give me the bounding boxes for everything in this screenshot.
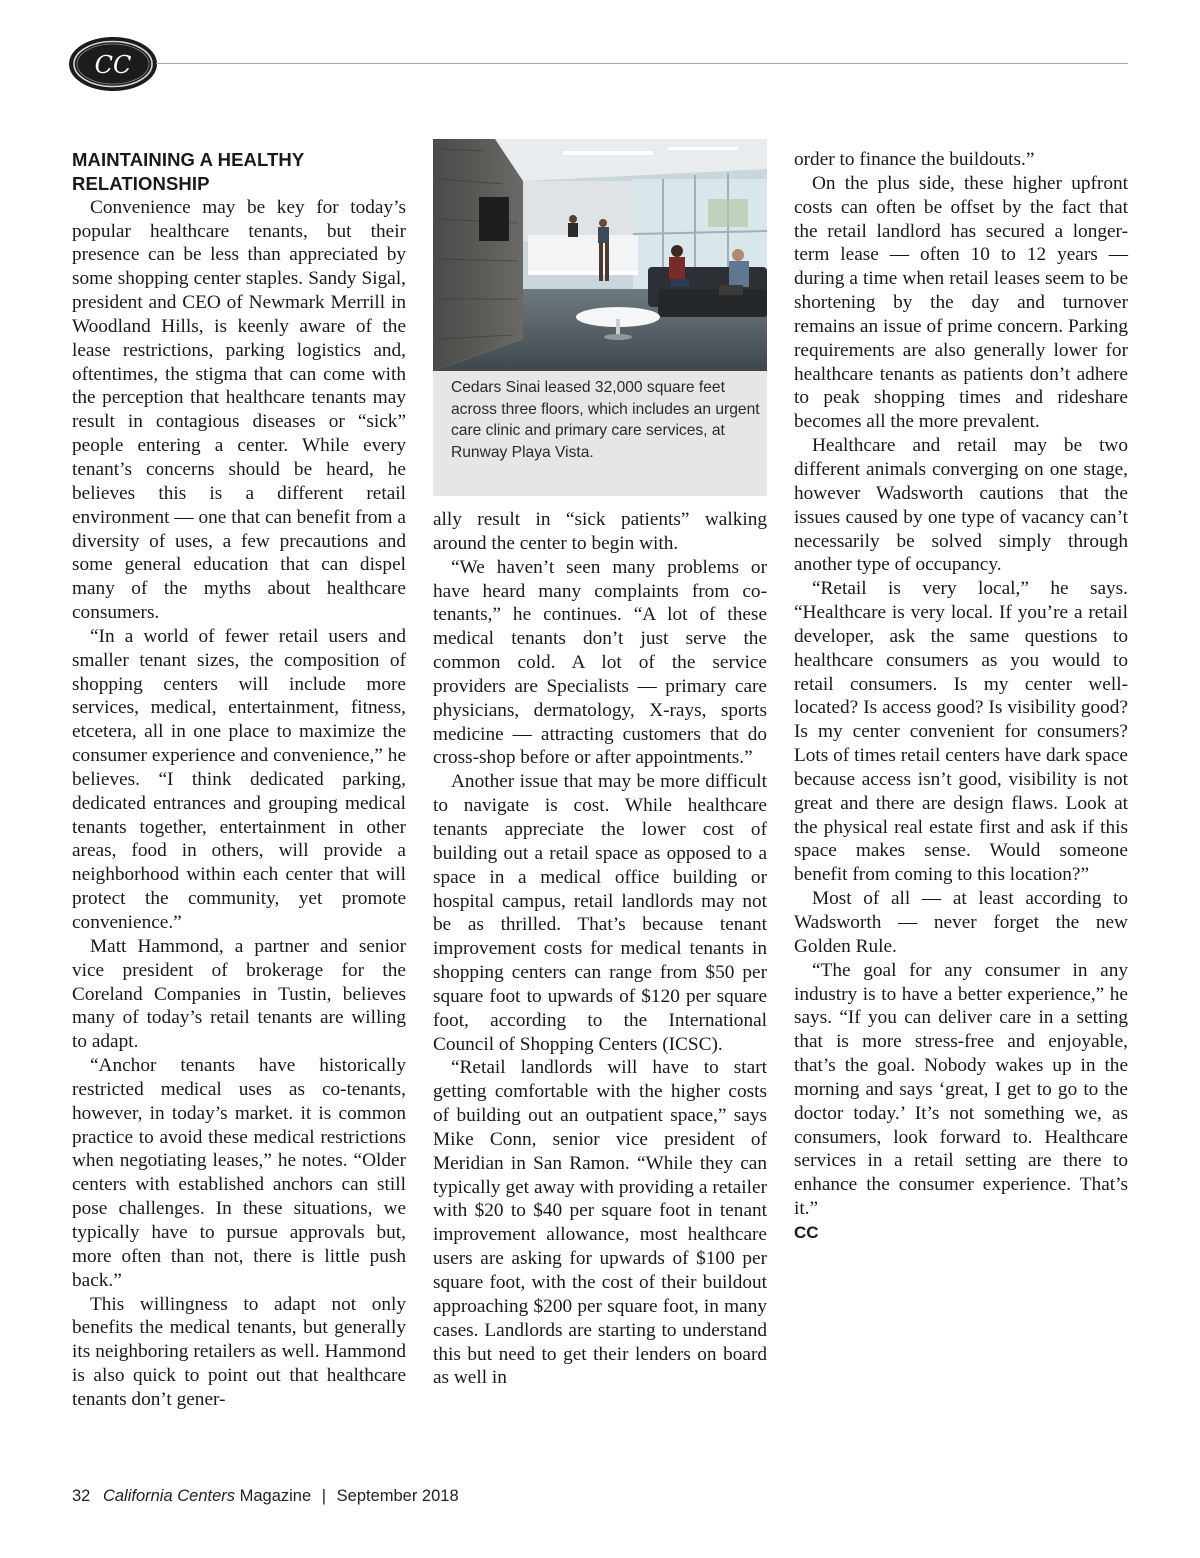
photo-figure: [433, 139, 767, 496]
article-column-1: [72, 148, 406, 1412]
paragraph: ally result in “sick patients” walking around the center to begin with.: [433, 509, 767, 554]
paragraph: order to finance the buildouts.”: [794, 149, 1035, 170]
publication-name: California Centers: [102, 1487, 236, 1505]
paragraph: On the plus side, these higher upfront costs can often be offset by the fact that the retail landlord has secured a longer-term lease — often 10 to 12 years — during a time when retail leases seem to be shortening by the day and turnover remains an issue of prime concern. Parking requirements are also generally lower for healthcare tenants as patients don’t adhere to peak shopping times and rideshare becomes all the more prevalent.: [794, 172, 1128, 433]
paragraph: Healthcare and retail may be two different animals converging on one stage, however Wadsworth cautions that the issues caused by one type of vacancy can’t necessarily be solved simply through another type of occupancy.: [794, 435, 1128, 576]
photo-caption: Cedars Sinai leased 32,000 square feet across three floors, which includes an urgent care clinic and primary care services, at Runway Playa Vista.: [451, 379, 760, 461]
cc-logo-icon: [68, 36, 158, 92]
page-number: 32: [72, 1487, 91, 1505]
paragraph: “Retail is very local,” he says. “Healthcare is very local. If you’re a retail developer, ask the same questions to healthcare consumers as you would to retail consumers. Is my center well-located? Is access good? Is visibility good? Is my center convenient for consumers? Lots of times retail centers have dark space because access isn’t good, visibility is not great and there are design flaws. Look at the physical real estate first and ask if this space makes sense. Would someone benefit from coming to this location?”: [794, 578, 1128, 886]
header-rule: [156, 63, 1128, 64]
article-column-2: [433, 508, 767, 1390]
issue-date: September 2018: [336, 1487, 459, 1505]
paragraph: Most of all — at least according to Wadsworth — never forget the new Golden Rule.: [794, 888, 1128, 957]
paragraph: “In a world of fewer retail users and smaller tenant sizes, the composition of shopping centers will include more services, medical, entertainment, fitness, etcetera, all in one place to maximize the consumer experience and convenience,” he believes. “I think dedicated parking, dedicated entrances and grouping medical tenants together, entertainment in other areas, food in others, will provide a neighborhood within each center that will protect the community, yet promote convenience.”: [72, 625, 406, 933]
page-footer: [72, 1487, 459, 1506]
paragraph: This willingness to adapt not only benefits the medical tenants, but generally its neighboring retailers as well. Hammond is also quick to point out that healthcare tenants don’t gener-: [72, 1293, 406, 1410]
article-column-3: [794, 148, 1128, 1245]
end-mark: CC: [794, 1222, 819, 1242]
paragraph: Matt Hammond, a partner and senior vice president of brokerage for the Coreland Companies in Tustin, believes many of today’s retail tenants are willing to adapt.: [72, 935, 406, 1053]
logo-text: CC: [94, 51, 132, 79]
paragraph: Convenience may be key for today’s popular healthcare tenants, but their presence can be less than appreciated by some shopping center staples. Sandy Sigal, president and CEO of Newmark Merrill in Woodland Hills, is keenly aware of the lease restrictions, parking logistics and, oftentimes, the stigma that can come with the perception that healthcare tenants may result in contagious diseases or “sick” people entering a center. While every tenant’s concerns should be heard, he believes this is a different retail environment — one that can benefit from a diversity of uses, a few precautions and some general education that can dispel many of the myths about healthcare consumers.: [72, 196, 406, 624]
section-heading: [72, 148, 406, 196]
section-heading-line-2: RELATIONSHIP: [72, 172, 210, 194]
lobby-photo: [433, 139, 767, 371]
paragraph: Another issue that may be more difficult to navigate is cost. While healthcare tenants appreciate the lower cost of building out a retail space as opposed to a space in a medical office building or hospital campus, retail landlords may not be as thrilled. That’s because tenant improvement costs for medical tenants in shopping centers can range from $50 per square foot to upwards of $120 per square foot, according to the International Council of Shopping Centers (ICSC).: [433, 771, 767, 1055]
footer-separator: |: [321, 1487, 327, 1505]
paragraph: “Anchor tenants have historically restricted medical uses as co-tenants, however, in today’s market. it is common practice to avoid these medical restrictions when negotiating leases,” he notes. “Older centers with established anchors can still pose challenges. In these situations, we typically have to pursue approvals but, more often than not, there is little push back.”: [72, 1055, 406, 1291]
section-heading-line-1: MAINTAINING A HEALTHY: [72, 149, 305, 170]
paragraph: “The goal for any consumer in any industry is to have a better experience,” he says. “If you can deliver care in a setting that is more stress-free and enjoyable, that’s the goal. Nobody wakes up in the morning and says ‘great, I get to go to the doctor today.’ It’s not something we, as consumers, look forward to. Healthcare services in a retail setting are there to enhance the consumer experience. That’s it.”: [794, 959, 1128, 1220]
publication-suffix: Magazine: [239, 1487, 312, 1505]
paragraph: “We haven’t seen many problems or have heard many complaints from co-tenants,” he continues. “A lot of these medical tenants don’t just serve the common cold. A lot of the service providers are Specialists — primary care physicians, dermatology, X-rays, sports medicine — attracting customers that do cross-shop before or after appointments.”: [433, 556, 767, 769]
paragraph: “Retail landlords will have to start getting comfortable with the higher costs of building out an outpatient space,” says Mike Conn, senior vice president of Meridian in San Ramon. “While they can typically get away with providing a retailer with $20 to $40 per square foot in tenant improvement allowance, most healthcare users are asking for upwards of $100 per square foot, with the cost of their buildout approaching $200 per square foot, in many cases. Landlords are starting to understand this but need to get their lenders on board as well in: [433, 1057, 767, 1389]
